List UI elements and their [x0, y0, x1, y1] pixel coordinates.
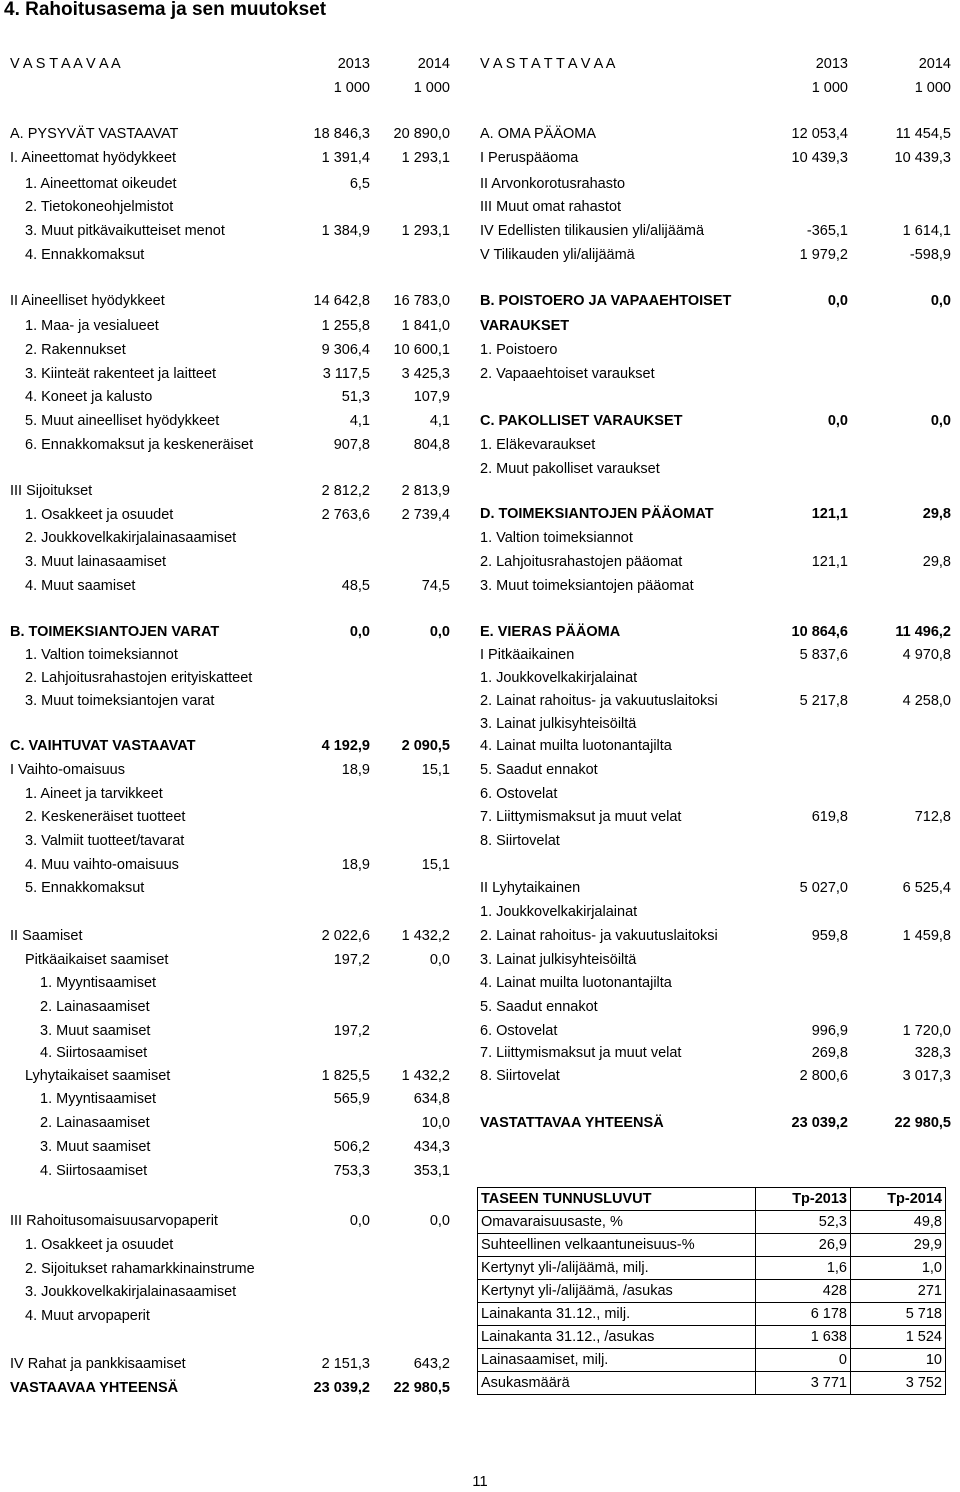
row-label: 3. Muut lainasaamiset [25, 554, 167, 570]
value-2014: 3 425,3 [401, 366, 450, 382]
row-label: IV Rahat ja pankkisaamiset [10, 1356, 186, 1372]
value-2014: 107,9 [413, 389, 450, 405]
value-2013: 1 255,8 [321, 318, 370, 334]
row-label: 1. Aineet ja tarvikkeet [25, 786, 163, 802]
balance-row [0, 221, 960, 241]
row-label: II Lyhytaikainen [480, 880, 581, 896]
row-label: 3. Lainat julkisyhteisöiltä [480, 952, 637, 968]
key-figure-row [478, 1211, 946, 1234]
row-label: 2. Lahjoitusrahastojen pääomat [480, 554, 683, 570]
row-label: I Peruspääoma [480, 150, 579, 166]
key-figure-2014: 1,0 [851, 1257, 946, 1280]
key-figures-table [477, 1187, 946, 1395]
row-label: I Vaihto-omaisuus [10, 762, 125, 778]
key-figure-label: Lainasaamiset, milj. [478, 1349, 756, 1372]
value-2014: 15,1 [421, 762, 450, 778]
key-figure-label: Suhteellinen velkaantuneisuus-% [478, 1234, 756, 1257]
value-2013: 18,9 [341, 857, 370, 873]
row-label: 4. Siirtosaamiset [40, 1163, 148, 1179]
row-label: 8. Siirtovelat [480, 833, 560, 849]
balance-row [0, 1066, 960, 1086]
value-2014: 11 496,2 [895, 624, 951, 640]
key-figures-header-label: TASEEN TUNNUSLUVUT [478, 1188, 756, 1211]
row-label: II Arvonkorotusrahasto [480, 176, 626, 192]
balance-row [0, 997, 960, 1017]
value-2013: 5 837,6 [799, 647, 848, 663]
value-2014: 0,0 [429, 952, 450, 968]
value-2014: 1 720,0 [902, 1023, 951, 1039]
value-2013: 959,8 [811, 928, 848, 944]
row-label: 4. Koneet ja kalusto [25, 389, 153, 405]
row-label: 2. Joukkovelkakirjalainasaamiset [25, 530, 237, 546]
key-figures-header-2014: Tp-2014 [851, 1188, 946, 1211]
balance-row [0, 411, 960, 431]
value-2014: 634,8 [413, 1091, 450, 1107]
value-2014: 0,0 [429, 1213, 450, 1229]
value-2013: 197,2 [333, 952, 370, 968]
balance-row [0, 504, 960, 524]
balance-row [0, 1161, 960, 1181]
key-figure-label: Kertynyt yli-/alijäämä, /asukas [478, 1280, 756, 1303]
value-2013: 51,3 [341, 389, 370, 405]
value-2014: 434,3 [413, 1139, 450, 1155]
balance-row [0, 878, 960, 898]
balance-row [0, 973, 960, 993]
row-label: 2. Keskeneräiset tuotteet [25, 809, 186, 825]
balance-row [0, 855, 960, 875]
value-2013: 197,2 [333, 1023, 370, 1039]
value-2014: 10,0 [421, 1115, 450, 1131]
value-2013: 5 027,0 [799, 880, 848, 896]
row-label: VASTATTAVAA YHTEENSÄ [480, 1115, 664, 1131]
value-2013: 619,8 [811, 809, 848, 825]
key-figures-header-2013: Tp-2013 [756, 1188, 851, 1211]
value-2014: 1 432,2 [401, 928, 450, 944]
key-figure-row [478, 1326, 946, 1349]
value-2014: 1 293,1 [401, 150, 450, 166]
key-figure-2014: 29,9 [851, 1234, 946, 1257]
row-label: 3. Muut saamiset [40, 1023, 151, 1039]
key-figure-row [478, 1303, 946, 1326]
row-label: 3. Muut toimeksiantojen pääomat [480, 578, 694, 594]
row-label: 7. Liittymismaksut ja muut velat [480, 1045, 682, 1061]
row-label: 3. Kiinteät rakenteet ja laitteet [25, 366, 217, 382]
row-label: V A S T A T T A V A A [480, 56, 616, 72]
balance-row [0, 1113, 960, 1133]
row-label: VASTAAVAA YHTEENSÄ [10, 1380, 179, 1396]
row-label: 2. Muut pakolliset varaukset [480, 461, 660, 477]
value-2013: 0,0 [827, 293, 848, 309]
value-2013: 907,8 [333, 437, 370, 453]
row-label: 6. Ostovelat [480, 1023, 558, 1039]
value-2013: 5 217,8 [799, 693, 848, 709]
value-2013: 0,0 [349, 624, 370, 640]
row-label: Lyhytaikaiset saamiset [25, 1068, 171, 1084]
page-number: 11 [472, 1473, 488, 1490]
row-label: I. Aineettomat hyödykkeet [10, 150, 177, 166]
row-label: 1. Osakkeet ja osuudet [25, 507, 174, 523]
balance-row [0, 481, 960, 501]
value-2013: 1 000 [811, 80, 848, 96]
balance-row [0, 691, 960, 711]
key-figure-row [478, 1234, 946, 1257]
row-label: 2. Lainasaamiset [40, 999, 150, 1015]
value-2014: 328,3 [914, 1045, 951, 1061]
key-figure-row [478, 1372, 946, 1395]
row-label: III Rahoitusomaisuusarvopaperit [10, 1213, 218, 1229]
value-2013: 10 439,3 [791, 150, 848, 166]
row-label: 1. Aineettomat oikeudet [25, 176, 177, 192]
key-figure-2013: 1,6 [756, 1257, 851, 1280]
value-2013: 6,5 [349, 176, 370, 192]
value-2014: 10 439,3 [894, 150, 951, 166]
value-2014: 2 090,5 [401, 738, 450, 754]
row-label: B. TOIMEKSIANTOJEN VARAT [10, 624, 220, 640]
row-label: 4. Muu vaihto-omaisuus [25, 857, 179, 873]
row-label: 5. Muut aineelliset hyödykkeet [25, 413, 220, 429]
value-2013: 0,0 [349, 1213, 370, 1229]
key-figure-row [478, 1280, 946, 1303]
value-2013: 1 384,9 [321, 223, 370, 239]
value-2014: 1 000 [914, 80, 951, 96]
balance-row [0, 576, 960, 596]
row-label: D. TOIMEKSIANTOJEN PÄÄOMAT [480, 506, 714, 522]
row-label: 6. Ennakkomaksut ja keskeneräiset [25, 437, 254, 453]
row-label: 4. Muut arvopaperit [25, 1308, 150, 1324]
value-2014: 20 890,0 [393, 126, 450, 142]
balance-row [0, 316, 960, 336]
row-label: 3. Muut toimeksiantojen varat [25, 693, 215, 709]
value-2013: 1 825,5 [321, 1068, 370, 1084]
key-figure-2014: 49,8 [851, 1211, 946, 1234]
row-label: 1. Joukkovelkakirjalainat [480, 904, 638, 920]
value-2014: 1 293,1 [401, 223, 450, 239]
balance-row [0, 902, 960, 922]
balance-row [0, 528, 960, 548]
value-2013: 2 763,6 [321, 507, 370, 523]
key-figure-2013: 0 [756, 1349, 851, 1372]
row-label: 3. Valmiit tuotteet/tavarat [25, 833, 185, 849]
row-label: 2. Vapaaehtoiset varaukset [480, 366, 655, 382]
row-label: B. POISTOERO JA VAPAAEHTOISET [480, 293, 732, 309]
row-label: 1. Joukkovelkakirjalainat [480, 670, 638, 686]
value-2013: 506,2 [333, 1139, 370, 1155]
balance-row [0, 736, 960, 756]
row-label: 2. Tietokoneohjelmistot [25, 199, 174, 215]
value-2014: 6 525,4 [902, 880, 951, 896]
balance-row [0, 174, 960, 194]
row-label: 2. Lainat rahoitus- ja vakuutuslaitoksi [480, 693, 718, 709]
value-2013: 14 642,8 [313, 293, 370, 309]
row-label: 2. Lahjoitusrahastojen erityiskatteet [25, 670, 253, 686]
value-2014: 10 600,1 [393, 342, 450, 358]
key-figure-label: Asukasmäärä [478, 1372, 756, 1395]
row-label: 6. Ostovelat [480, 786, 558, 802]
balance-row [0, 291, 960, 311]
row-label: 3. Muut saamiset [40, 1139, 151, 1155]
key-figure-label: Lainakanta 31.12., /asukas [478, 1326, 756, 1349]
balance-row [0, 926, 960, 946]
value-2014: 2014 [918, 56, 951, 72]
balance-row [0, 714, 960, 734]
value-2013: 1 391,4 [321, 150, 370, 166]
value-2014: 22 980,5 [894, 1115, 951, 1131]
value-2013: 2 800,6 [799, 1068, 848, 1084]
balance-row [0, 1021, 960, 1041]
balance-row [0, 622, 960, 642]
row-label: 1. Myyntisaamiset [40, 1091, 157, 1107]
value-2014: 712,8 [914, 809, 951, 825]
key-figure-2013: 26,9 [756, 1234, 851, 1257]
value-2013: 121,1 [811, 506, 848, 522]
value-2014: 0,0 [930, 293, 951, 309]
value-2013: 2 812,2 [321, 483, 370, 499]
value-2013: 2013 [815, 56, 848, 72]
row-label: A. OMA PÄÄOMA [480, 126, 597, 142]
balance-row [0, 831, 960, 851]
value-2014: 1 000 [413, 80, 450, 96]
value-2014: 2 813,9 [401, 483, 450, 499]
value-2014: 1 841,0 [401, 318, 450, 334]
key-figure-label: Lainakanta 31.12., milj. [478, 1303, 756, 1326]
value-2013: 23 039,2 [791, 1115, 848, 1131]
value-2013: 18,9 [341, 762, 370, 778]
balance-row [0, 1043, 960, 1063]
row-label: 1. Poistoero [480, 342, 558, 358]
value-2014: 11 454,5 [895, 126, 951, 142]
row-label: A. PYSYVÄT VASTAAVAT [10, 126, 179, 142]
balance-row [0, 435, 960, 455]
row-label: III Muut omat rahastot [480, 199, 622, 215]
balance-row [0, 245, 960, 265]
value-2014: 29,8 [922, 554, 951, 570]
value-2014: 74,5 [421, 578, 450, 594]
row-label: I Pitkäaikainen [480, 647, 575, 663]
value-2014: 22 980,5 [393, 1380, 450, 1396]
value-2014: -598,9 [909, 247, 951, 263]
row-label: 7. Liittymismaksut ja muut velat [480, 809, 682, 825]
row-label: 8. Siirtovelat [480, 1068, 560, 1084]
value-2014: 16 783,0 [393, 293, 450, 309]
row-label: 1. Eläkevaraukset [480, 437, 596, 453]
row-label: 1. Maa- ja vesialueet [25, 318, 159, 334]
row-label: Pitkäaikaiset saamiset [25, 952, 169, 968]
key-figure-row [478, 1257, 946, 1280]
balance-row [0, 459, 960, 479]
value-2013: 10 864,6 [791, 624, 848, 640]
key-figure-2013: 428 [756, 1280, 851, 1303]
value-2013: 9 306,4 [321, 342, 370, 358]
row-label: II Aineelliset hyödykkeet [10, 293, 165, 309]
value-2013: 753,3 [333, 1163, 370, 1179]
row-label: 5. Saadut ennakot [480, 999, 598, 1015]
value-2013: 48,5 [341, 578, 370, 594]
value-2014: 29,8 [922, 506, 951, 522]
value-2013: 2 022,6 [321, 928, 370, 944]
key-figure-label: Omavaraisuusaste, % [478, 1211, 756, 1234]
row-label: C. VAIHTUVAT VASTAAVAT [10, 738, 196, 754]
value-2014: 804,8 [413, 437, 450, 453]
value-2013: 4 192,9 [321, 738, 370, 754]
balance-row [0, 645, 960, 665]
row-label: 1. Valtion toimeksiannot [480, 530, 633, 546]
row-label: 4. Muut saamiset [25, 578, 136, 594]
row-label: C. PAKOLLISET VARAUKSET [480, 413, 683, 429]
value-2013: 1 000 [333, 80, 370, 96]
value-2014: 1 432,2 [401, 1068, 450, 1084]
value-2014: 4 970,8 [902, 647, 951, 663]
row-label: 3. Muut pitkävaikutteiset menot [25, 223, 225, 239]
value-2014: 1 459,8 [902, 928, 951, 944]
balance-row [0, 340, 960, 360]
balance-row [0, 807, 960, 827]
value-2013: 18 846,3 [313, 126, 370, 142]
balance-row [0, 784, 960, 804]
key-figure-2014: 5 718 [851, 1303, 946, 1326]
row-label: V A S T A A V A A [10, 56, 121, 72]
row-label: 5. Ennakkomaksut [25, 880, 145, 896]
value-2014: 15,1 [421, 857, 450, 873]
row-label: 3. Lainat julkisyhteisöiltä [480, 716, 637, 732]
value-2014: 4,1 [429, 413, 450, 429]
value-2013: 3 117,5 [322, 366, 370, 382]
value-2014: 0,0 [429, 624, 450, 640]
row-label: 3. Joukkovelkakirjalainasaamiset [25, 1284, 237, 1300]
key-figure-2014: 10 [851, 1349, 946, 1372]
value-2013: 23 039,2 [313, 1380, 370, 1396]
balance-row [0, 760, 960, 780]
value-2013: 12 053,4 [791, 126, 848, 142]
row-label: 2. Rakennukset [25, 342, 126, 358]
value-2013: 2 151,3 [321, 1356, 370, 1372]
row-label: 4. Lainat muilta luotonantajilta [480, 975, 672, 991]
value-2014: 0,0 [930, 413, 951, 429]
row-label: VARAUKSET [480, 318, 570, 334]
row-label: 4. Ennakkomaksut [25, 247, 145, 263]
value-2013: 2013 [337, 56, 370, 72]
row-label: IV Edellisten tilikausien yli/alijäämä [480, 223, 705, 239]
balance-row [0, 1089, 960, 1109]
row-label: 2. Lainasaamiset [40, 1115, 150, 1131]
balance-row [0, 54, 960, 74]
balance-row [0, 387, 960, 407]
value-2013: 269,8 [811, 1045, 848, 1061]
row-label: V Tilikauden yli/alijäämä [480, 247, 635, 263]
balance-row [0, 197, 960, 217]
row-label: 1. Valtion toimeksiannot [25, 647, 178, 663]
value-2014: 2 739,4 [401, 507, 450, 523]
row-label: 4. Siirtosaamiset [40, 1045, 148, 1061]
balance-row [0, 950, 960, 970]
row-label: 2. Lainat rahoitus- ja vakuutuslaitoksi [480, 928, 718, 944]
value-2014: 2014 [417, 56, 450, 72]
balance-row [0, 364, 960, 384]
value-2013: 0,0 [827, 413, 848, 429]
key-figure-2014: 1 524 [851, 1326, 946, 1349]
row-label: 5. Saadut ennakot [480, 762, 598, 778]
value-2014: 643,2 [413, 1356, 450, 1372]
key-figure-2013: 52,3 [756, 1211, 851, 1234]
value-2014: 4 258,0 [902, 693, 951, 709]
value-2013: 565,9 [333, 1091, 370, 1107]
key-figure-2013: 3 771 [756, 1372, 851, 1395]
key-figure-2013: 6 178 [756, 1303, 851, 1326]
value-2013: 1 979,2 [799, 247, 848, 263]
key-figure-2014: 3 752 [851, 1372, 946, 1395]
value-2013: -365,1 [806, 223, 848, 239]
key-figure-label: Kertynyt yli-/alijäämä, milj. [478, 1257, 756, 1280]
balance-row [0, 1137, 960, 1157]
row-label: 1. Osakkeet ja osuudet [25, 1237, 174, 1253]
value-2014: 3 017,3 [902, 1068, 951, 1084]
row-label: 1. Myyntisaamiset [40, 975, 157, 991]
balance-row [0, 552, 960, 572]
value-2014: 1 614,1 [902, 223, 951, 239]
key-figure-row [478, 1349, 946, 1372]
key-figure-2013: 1 638 [756, 1326, 851, 1349]
value-2013: 4,1 [349, 413, 370, 429]
row-label: 4. Lainat muilta luotonantajilta [480, 738, 672, 754]
key-figures-header-row [478, 1188, 946, 1211]
page-title: 4. Rahoitusasema ja sen muutokset [4, 0, 327, 20]
balance-row [0, 668, 960, 688]
row-label: III Sijoitukset [10, 483, 93, 499]
value-2013: 121,1 [811, 554, 848, 570]
balance-row [0, 78, 960, 98]
row-label: E. VIERAS PÄÄOMA [480, 624, 621, 640]
key-figure-2014: 271 [851, 1280, 946, 1303]
row-label: II Saamiset [10, 928, 83, 944]
balance-row [0, 148, 960, 168]
balance-row [0, 124, 960, 144]
value-2014: 353,1 [413, 1163, 450, 1179]
value-2013: 996,9 [811, 1023, 848, 1039]
row-label: 2. Sijoitukset rahamarkkinainstrume [25, 1261, 255, 1277]
